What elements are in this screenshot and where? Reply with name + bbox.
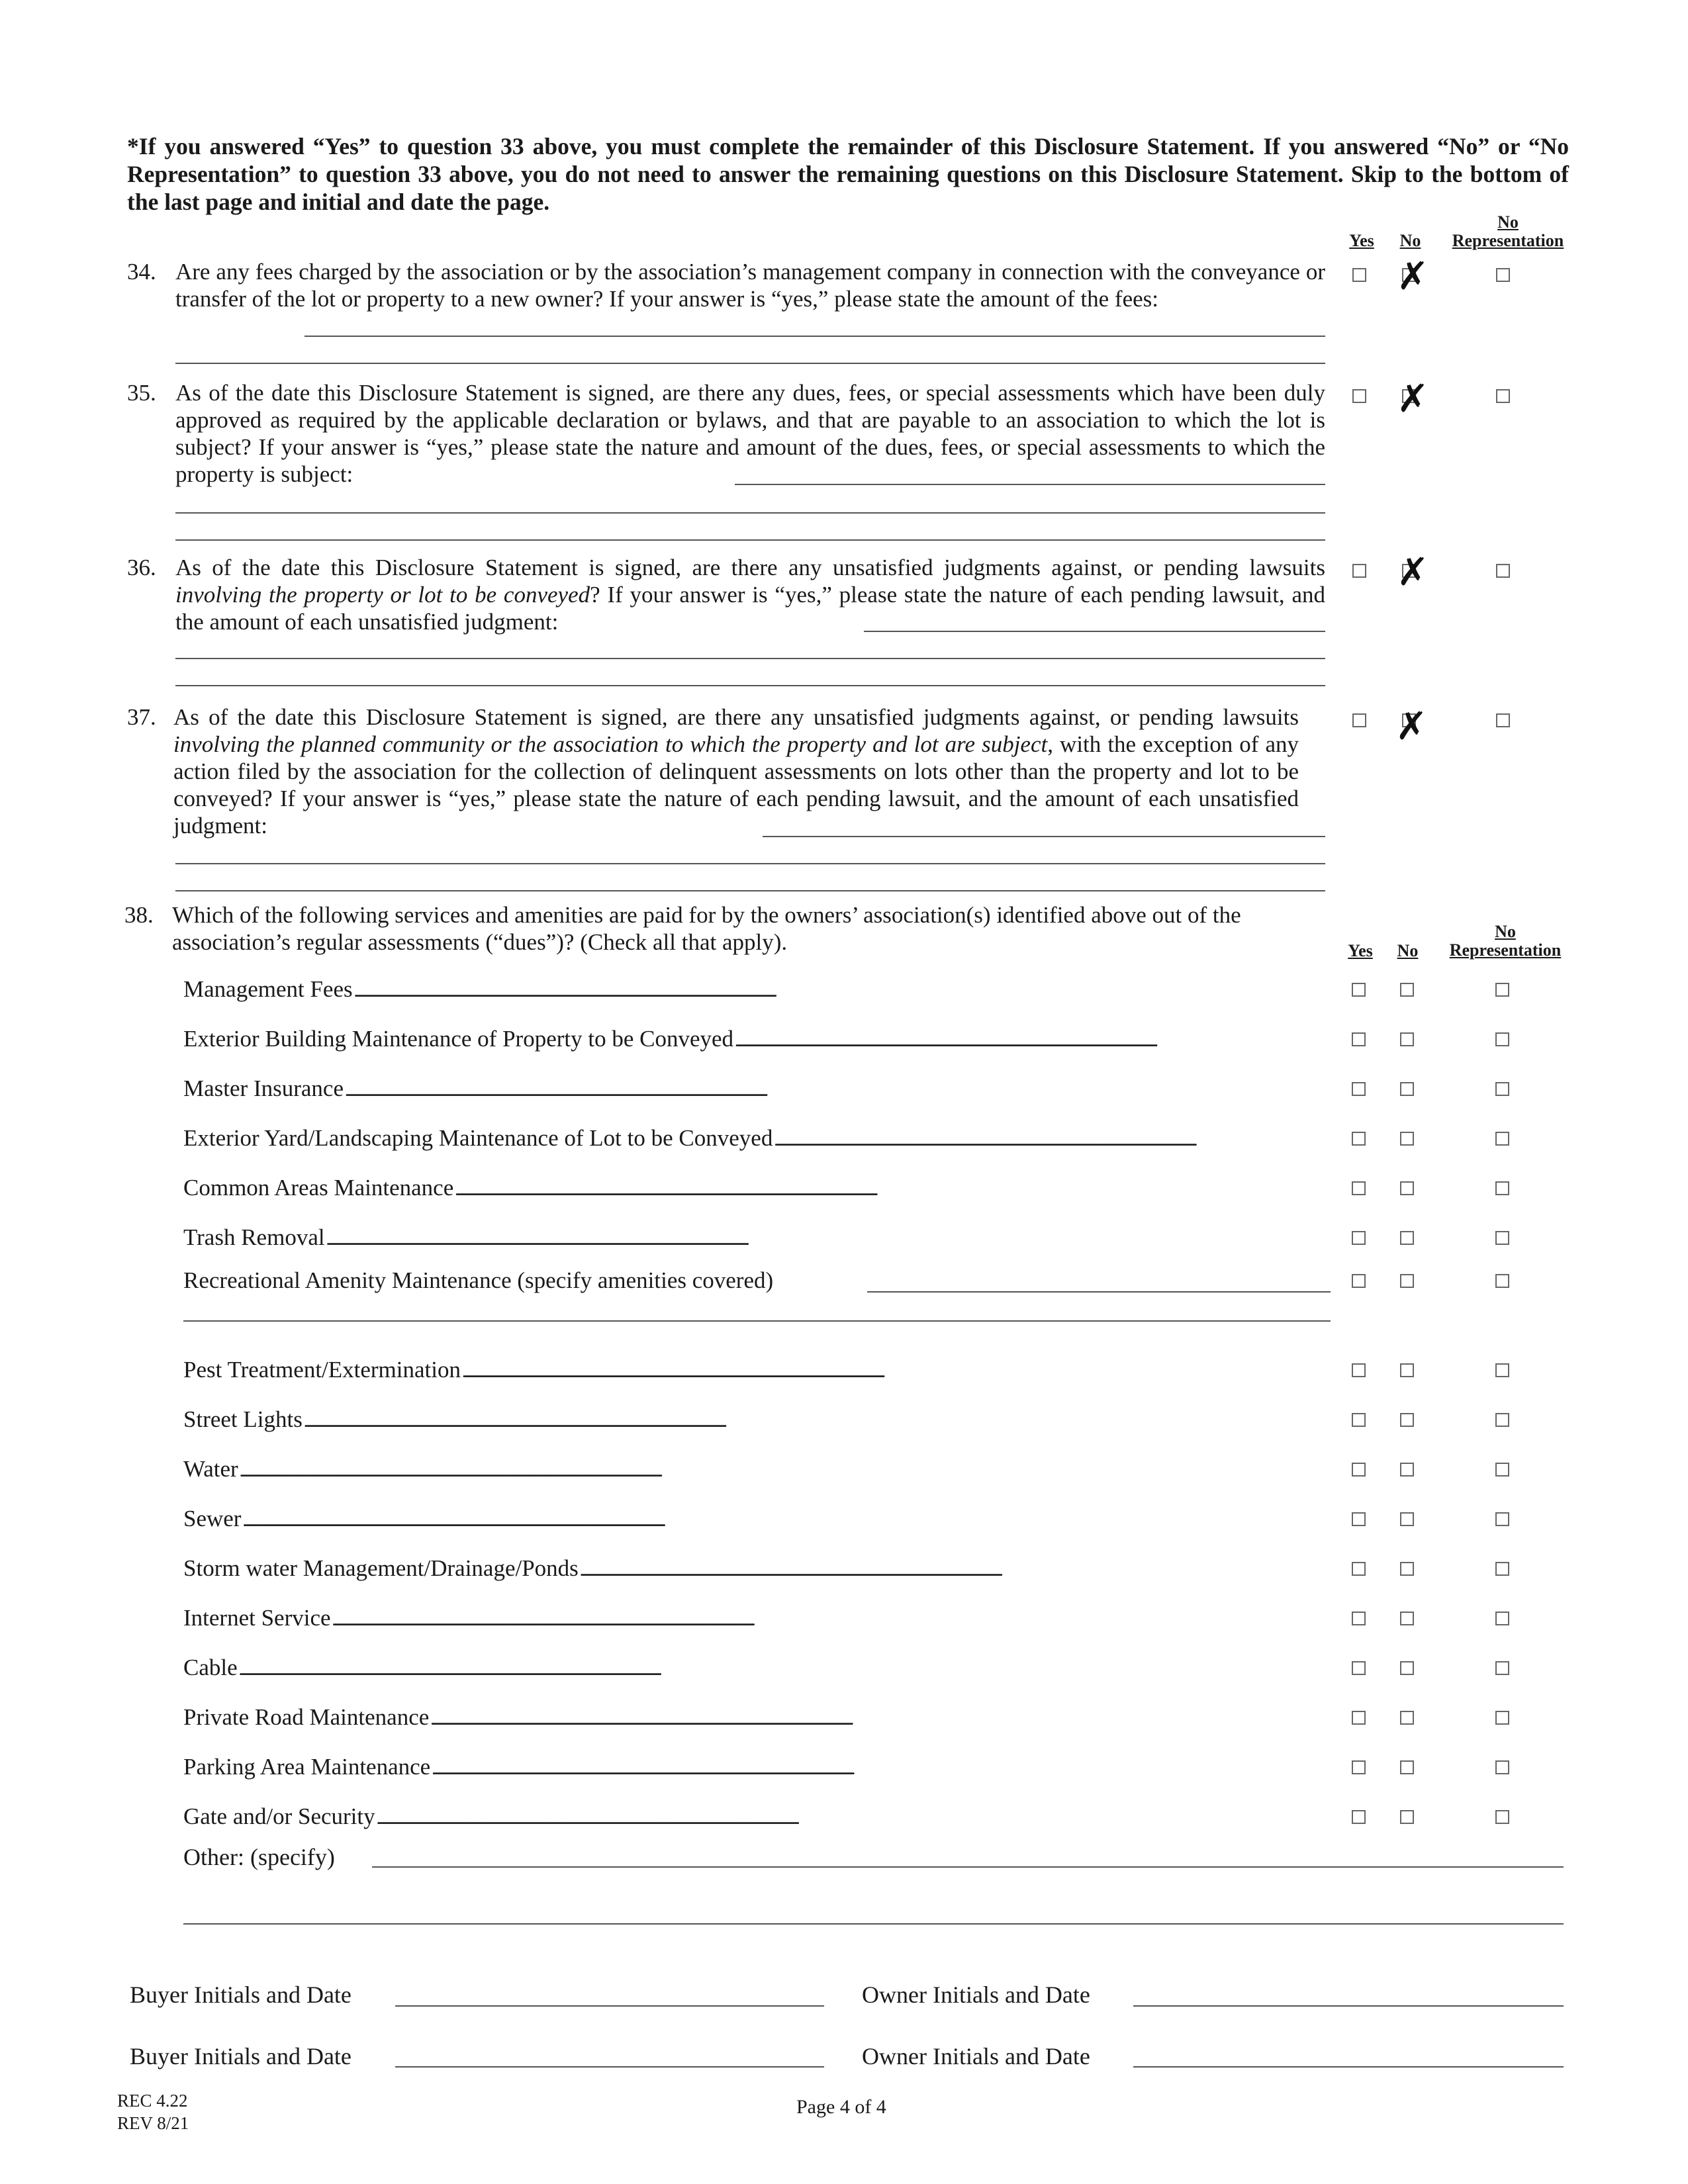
amenity-row [183,1406,1325,1435]
amenity-row [183,1506,1325,1535]
amenity-no-representation-checkbox[interactable] [1495,1810,1509,1824]
amenity-no-representation-checkbox[interactable] [1495,1363,1509,1377]
form-code: REC 4.22 [117,2091,188,2111]
question-37-answer-line[interactable] [763,836,1325,837]
buyer-initials-label-2: Buyer Initials and Date [130,2043,352,2070]
amenity-yes-checkbox[interactable] [1352,983,1366,997]
dot-leader [455,1175,1325,1204]
amenity-yes-checkbox[interactable] [1352,1413,1366,1427]
owner-initials-label-1: Owner Initials and Date [862,1981,1090,2008]
amenity-row [183,1224,1325,1253]
amenity-row [183,1655,1325,1684]
header-no: No [1399,231,1421,250]
amenity-no-representation-checkbox[interactable] [1495,1612,1509,1625]
amenity-yes-checkbox[interactable] [1352,1032,1366,1046]
question-38-text: Which of the following services and amenities are paid for by the owners’ association(s) identified above out of the association’s regular assessments (“dues”)? (Check all that apply). [172,902,1241,955]
q36-no-representation-checkbox[interactable] [1496,564,1510,578]
amenity-row [183,1704,1325,1733]
amenity-label: Gate and/or Security [183,1803,375,1829]
amenity-no-representation-checkbox[interactable] [1495,1661,1509,1675]
amenity-no-checkbox[interactable] [1400,1562,1414,1576]
amenity-no-checkbox[interactable] [1400,1661,1414,1675]
q34-no-representation-checkbox[interactable] [1496,268,1510,282]
table-header-yes: Yes [1348,941,1373,960]
other-specify-line-2[interactable] [183,1923,1564,1925]
intro-instructions: *If you answered “Yes” to question 33 above, you must complete the remainder of this Disclosure Statement. If you answered “No” or “No Representation” to question 33 above, you do not need to answer the remaining questions on this Disclosure Statement. Skip to the bottom of the last page and initial and date the page. [127,133,1569,215]
owner-initials-line-1[interactable] [1133,2005,1564,2007]
dot-leader [326,1224,1325,1253]
amenity-no-representation-checkbox[interactable] [1495,1132,1509,1146]
question-36-answer-line[interactable] [864,631,1325,632]
dot-leader [580,1555,1325,1584]
dot-leader [239,1655,1325,1684]
amenity-no-checkbox[interactable] [1400,983,1414,997]
amenity-no-checkbox[interactable] [1400,1512,1414,1526]
dot-leader [774,1125,1325,1154]
amenity-no-checkbox[interactable] [1400,1132,1414,1146]
amenity-no-checkbox[interactable] [1400,1612,1414,1625]
question-35-answer-line-2[interactable] [175,512,1325,514]
amenity-yes-checkbox[interactable] [1352,1562,1366,1576]
amenity-no-checkbox[interactable] [1400,1711,1414,1725]
amenity-no-checkbox[interactable] [1400,1363,1414,1377]
amenities-covered-line[interactable] [867,1291,1331,1293]
amenity-label: Management Fees [183,976,353,1002]
amenity-no-representation-checkbox[interactable] [1495,1413,1509,1427]
table-header-no: No [1397,941,1419,960]
amenity-no-checkbox[interactable] [1400,1274,1414,1288]
question-36-number: 36. [127,555,156,580]
amenity-row [183,1803,1325,1833]
amenity-label: Common Areas Maintenance [183,1175,454,1201]
amenity-label: Storm water Management/Drainage/Ponds [183,1555,579,1581]
amenity-row [183,1026,1325,1055]
amenity-yes-checkbox[interactable] [1352,1760,1366,1774]
question-37-answer-line-3[interactable] [175,890,1325,891]
amenity-no-representation-checkbox[interactable] [1495,1032,1509,1046]
question-37-text: As of the date this Disclosure Statement is signed, are there any unsatisfied judgments against, or pending lawsuits involving the planned community or the association to which the property and lot are subject, with the exception of any action filed by the association for the collection of delinquent assessments on lots other than the property and lot to be conveyed? If your answer is “yes,” please state the nature of each pending lawsuit, and the amount of each unsatisfied judgment: [173,704,1299,839]
dot-leader [304,1406,1325,1435]
dot-leader [242,1506,1325,1535]
amenity-no-representation-checkbox[interactable] [1495,1274,1509,1288]
question-37-answer-line-2[interactable] [175,863,1325,864]
amenity-label: Master Insurance [183,1075,344,1101]
table-header-no-representation: No Representation [1449,922,1562,960]
owner-initials-label-2: Owner Initials and Date [862,2043,1090,2070]
amenity-no-representation-checkbox[interactable] [1495,1231,1509,1245]
question-36-text: As of the date this Disclosure Statement is signed, are there any unsatisfied judgments against, or pending lawsuits involving the property or lot to be conveyed? If your answer is “yes,” please state the nature of each pending lawsuit, and the amount of each unsatisfied judgment: [175,555,1325,635]
question-34-number: 34. [127,259,156,285]
amenity-label: Exterior Building Maintenance of Property to be Conveyed [183,1026,734,1052]
other-label: Other: (specify) [183,1844,335,1870]
dot-leader [430,1704,1325,1733]
amenity-row [183,1267,1325,1294]
amenity-row [183,1075,1325,1105]
amenity-row [183,1754,1325,1783]
dot-leader [377,1803,1325,1833]
amenity-no-representation-checkbox[interactable] [1495,1181,1509,1195]
amenity-no-checkbox[interactable] [1400,1760,1414,1774]
amenity-label: Street Lights [183,1406,303,1432]
amenity-label: Water [183,1456,238,1482]
dot-leader [735,1026,1325,1055]
amenity-no-representation-checkbox[interactable] [1495,1760,1509,1774]
amenity-label: Pest Treatment/Extermination [183,1357,461,1383]
dot-leader [345,1075,1325,1105]
buyer-initials-line-2[interactable] [395,2066,824,2068]
q36-yes-checkbox[interactable] [1352,564,1366,578]
question-35-answer-line-3[interactable] [175,539,1325,541]
dot-leader [432,1754,1325,1783]
form-revision: REV 8/21 [117,2113,189,2133]
amenity-no-checkbox[interactable] [1400,1810,1414,1824]
amenity-yes-checkbox[interactable] [1352,1231,1366,1245]
amenity-row [183,1357,1325,1386]
amenity-label: Trash Removal [183,1224,325,1250]
q34-yes-checkbox[interactable] [1352,268,1366,282]
page-number: Page 4 of 4 [796,2096,886,2118]
question-35-text: As of the date this Disclosure Statement is signed, are there any dues, fees, or special assessments which have been duly approved as required by the applicable declaration or bylaws, and that are payable to an association to which the lot is subject? If your answer is “yes,” please state the nature and amount of the dues, fees, or special assessments to which the property is subject: [175,380,1325,487]
question-37-number: 37. [127,704,156,730]
amenity-label: Exterior Yard/Landscaping Maintenance of Lot to be Conveyed [183,1125,773,1151]
amenity-row [183,1555,1325,1584]
amenity-row [183,1175,1325,1204]
amenity-no-checkbox[interactable] [1400,1413,1414,1427]
amenity-yes-checkbox[interactable] [1352,1810,1366,1824]
amenity-no-checkbox[interactable] [1400,1181,1414,1195]
amenity-row [183,1125,1325,1154]
amenity-no-checkbox[interactable] [1400,1463,1414,1477]
amenity-no-representation-checkbox[interactable] [1495,983,1509,997]
question-34-answer-line-2[interactable] [175,363,1325,364]
amenity-row [183,1456,1325,1485]
amenity-yes-checkbox[interactable] [1352,1274,1366,1288]
amenity-label: Internet Service [183,1605,331,1631]
question-38-number: 38. [124,902,154,928]
q37-yes-checkbox[interactable] [1352,713,1366,727]
q35-yes-checkbox[interactable] [1352,389,1366,403]
amenity-yes-checkbox[interactable] [1352,1512,1366,1526]
header-yes: Yes [1349,231,1374,250]
amenity-no-checkbox[interactable] [1400,1032,1414,1046]
dot-leader [462,1357,1325,1386]
q35-no-handwritten-mark: ✗ [1397,376,1429,421]
buyer-initials-label-1: Buyer Initials and Date [130,1981,352,2008]
amenity-label: Parking Area Maintenance [183,1754,431,1780]
amenity-no-representation-checkbox[interactable] [1495,1512,1509,1526]
amenity-no-representation-checkbox[interactable] [1495,1463,1509,1477]
amenity-yes-checkbox[interactable] [1352,1181,1366,1195]
amenity-label: Sewer [183,1506,242,1531]
q37-no-representation-checkbox[interactable] [1496,713,1510,727]
amenity-row [183,976,1325,1005]
header-no-representation: No Representation [1452,212,1564,250]
other-specify-line[interactable] [372,1866,1564,1868]
amenity-no-representation-checkbox[interactable] [1495,1562,1509,1576]
amenity-yes-checkbox[interactable] [1352,1363,1366,1377]
dot-leader [354,976,1325,1005]
owner-initials-line-2[interactable] [1133,2066,1564,2068]
question-36-answer-line-2[interactable] [175,658,1325,659]
question-35-answer-line[interactable] [735,484,1325,485]
q35-no-representation-checkbox[interactable] [1496,389,1510,403]
buyer-initials-line-1[interactable] [395,2005,824,2007]
amenity-label: Cable [183,1655,238,1680]
amenity-yes-checkbox[interactable] [1352,1661,1366,1675]
dot-leader [332,1605,1325,1634]
q37-no-handwritten-mark: ✗ [1395,704,1428,749]
amenity-yes-checkbox[interactable] [1352,1612,1366,1625]
q34-no-handwritten-mark: ✗ [1397,253,1429,298]
question-35-number: 35. [127,380,156,406]
question-36-answer-line-3[interactable] [175,685,1325,686]
amenity-label: Private Road Maintenance [183,1704,430,1730]
amenity-label: Recreational Amenity Maintenance (specify amenities covered) [183,1267,774,1293]
amenity-yes-checkbox[interactable] [1352,1132,1366,1146]
amenity-no-checkbox[interactable] [1400,1082,1414,1096]
amenities-covered-line-2[interactable] [183,1320,1331,1322]
amenity-yes-checkbox[interactable] [1352,1082,1366,1096]
q36-no-handwritten-mark: ✗ [1397,549,1429,594]
amenity-no-representation-checkbox[interactable] [1495,1711,1509,1725]
dot-leader [240,1456,1325,1485]
question-34-text: Are any fees charged by the association or by the association’s management company in connection with the conveyance or transfer of the lot or property to a new owner? If your answer is “yes,” please state the amount of the fees: [175,259,1325,312]
amenity-no-representation-checkbox[interactable] [1495,1082,1509,1096]
amenity-yes-checkbox[interactable] [1352,1463,1366,1477]
question-34-answer-line[interactable] [305,336,1325,337]
amenity-row [183,1605,1325,1634]
amenity-yes-checkbox[interactable] [1352,1711,1366,1725]
amenity-no-checkbox[interactable] [1400,1231,1414,1245]
